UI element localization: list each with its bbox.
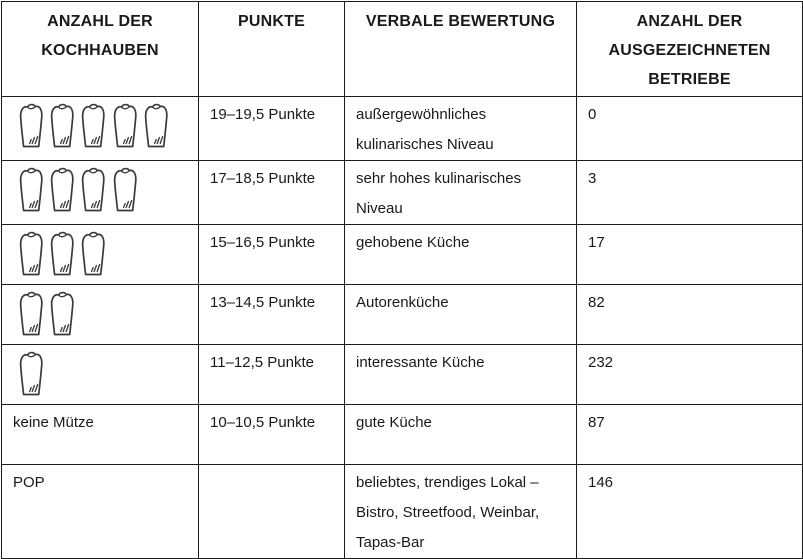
table-row [2,161,803,225]
betriebe-cell: 82 [577,285,803,345]
punkte-cell: 11–12,5 Punkte [199,345,345,405]
hats-cell [2,345,199,405]
table-row [2,465,803,559]
header-punkte: PUNKTE [199,2,345,97]
header-verbale-bewertung: VERBALE BEWERTUNG [345,2,577,97]
bewertung-cell: sehr hohes kulinarisches Niveau [345,161,577,225]
table-row [2,285,803,345]
hats-label-cell: keine Mütze [2,405,199,465]
chef-hat-icon [45,290,75,337]
table-row [2,97,803,161]
rating-table [1,1,803,559]
bewertung-cell: beliebtes, trendiges Lokal – Bistro, Streetfood, Weinbar, Tapas-Bar [345,465,577,559]
chef-hat-icon [108,102,138,149]
punkte-cell: 13–14,5 Punkte [199,285,345,345]
bewertung-cell: außergewöhnliches kulinarisches Niveau [345,97,577,161]
punkte-cell: 17–18,5 Punkte [199,161,345,225]
punkte-cell: 15–16,5 Punkte [199,225,345,285]
chef-hats-group [14,354,41,371]
hats-cell [2,161,199,225]
chef-hat-icon [76,230,106,277]
chef-hat-icon [45,230,75,277]
chef-hat-icon [45,102,75,149]
chef-hats-group [14,170,135,187]
bewertung-cell: gehobene Küche [345,225,577,285]
betriebe-cell: 87 [577,405,803,465]
table-row [2,345,803,405]
chef-hat-icon [108,166,138,213]
chef-hats-group [14,294,72,311]
chef-hat-icon [14,290,44,337]
table-row [2,225,803,285]
chef-hat-icon [76,166,106,213]
chef-hats-group [14,234,103,251]
chef-hat-icon [76,102,106,149]
betriebe-cell: 146 [577,465,803,559]
bewertung-cell: interessante Küche [345,345,577,405]
chef-hat-icon [14,350,44,397]
punkte-cell: 19–19,5 Punkte [199,97,345,161]
hats-cell [2,225,199,285]
bewertung-cell: Autorenküche [345,285,577,345]
header-anzahl-betriebe: ANZAHL DER AUSGEZEICHNETEN BETRIEBE [577,2,803,97]
chef-hat-icon [14,102,44,149]
punkte-cell: 10–10,5 Punkte [199,405,345,465]
betriebe-cell: 17 [577,225,803,285]
table-row [2,405,803,465]
chef-hat-icon [139,102,169,149]
chef-hats-group [14,106,166,123]
hats-cell [2,285,199,345]
chef-hat-icon [14,166,44,213]
chef-hat-icon [14,230,44,277]
header-anzahl-kochhauben: ANZAHL DER KOCHHAUBEN [2,2,199,97]
betriebe-cell: 232 [577,345,803,405]
bewertung-cell: gute Küche [345,405,577,465]
punkte-cell [199,465,345,559]
hats-label-cell: POP [2,465,199,559]
chef-hat-icon [45,166,75,213]
betriebe-cell: 3 [577,161,803,225]
betriebe-cell: 0 [577,97,803,161]
document-page [0,1,803,551]
hats-cell [2,97,199,161]
header-row [2,2,803,97]
